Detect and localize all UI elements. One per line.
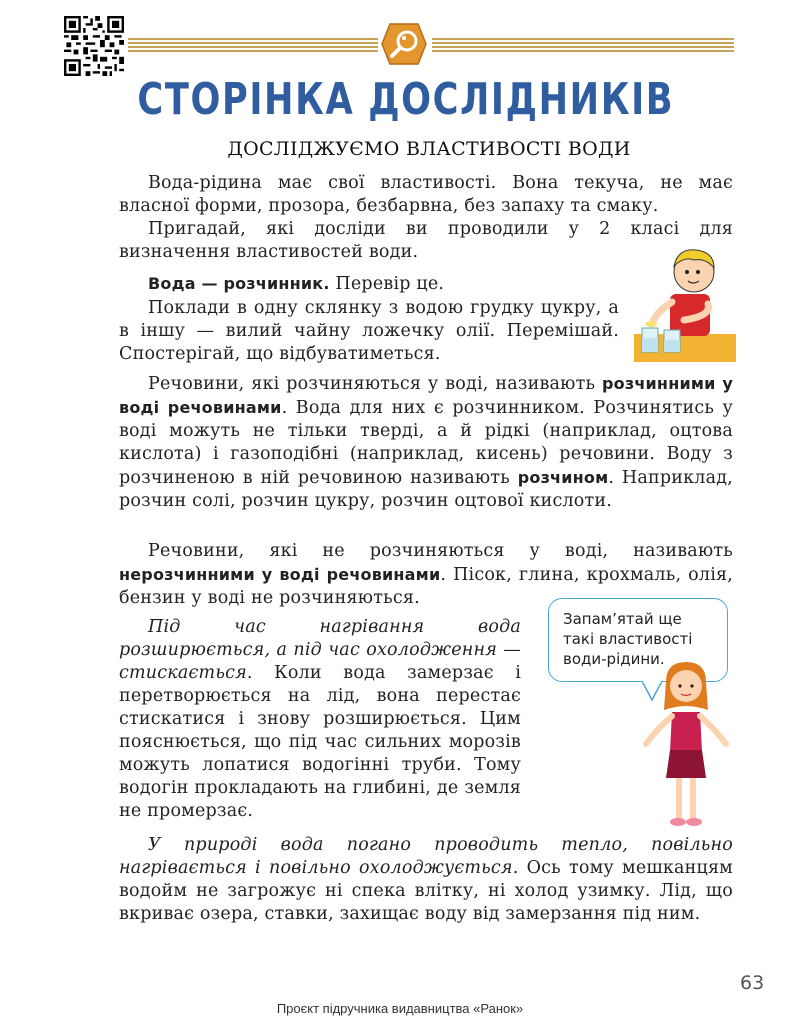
- publisher-footer: Проєкт підручника видавництва «Ранок»: [276, 1001, 524, 1016]
- paragraph-6: Речовини, які не розчиняються у воді, називають нерозчинними у воді речовинами. Пісок, глина, крохмаль, олія, бензин у воді не розчиняються.: [119, 541, 734, 608]
- boy-experiment-illustration: [634, 246, 736, 362]
- page-number: 63: [740, 972, 765, 994]
- qr-code-icon: [64, 16, 124, 76]
- paragraph-4: Поклади в одну склянку з водою грудку цукру, а в іншу — вилий чайну ложечку олії. Перемішай. Спостерігай, що відбуватиметься.: [119, 298, 619, 364]
- page-title: СТОРІНКА ДОСЛІДНИКІВ: [137, 74, 675, 125]
- tip-text: Запам’ятай ще такі властивості води-рідини.: [563, 610, 693, 668]
- page-subtitle: ДОСЛІДЖУЄМО ВЛАСТИВОСТІ ВОДИ: [227, 138, 631, 160]
- paragraph-5: Речовини, які розчиняються у воді, називають розчинними у воді речовинами. Вода для них є розчинником. Розчинятись у воді можуть не тільки тверді, а й рідкі (наприклад, оцтова кислота) і газоподібні (наприклад, кисень) речовини. Воду з розчиненою в ній речовиною називають розчином. Наприклад, розчин солі, розчин цукру, розчин оцтової кислоти.: [119, 374, 733, 511]
- girl-illustration: [636, 660, 736, 830]
- paragraph-7: Під час нагрівання вода розширюється, а під час охолодження — стискається. Коли вода замерзає і перетворюється на лід, вона перестає стискатися і знову розширюється. Цим пояснюється, що під час сильних морозів можуть лопатися водогінні труби. Тому водогін прокладають на глибині, де земля не промерзає.: [119, 617, 521, 821]
- header-band-left: [128, 38, 378, 52]
- paragraph-8: У природі вода погано проводить тепло, повільно нагрівається і повільно охолоджується. Ось тому мешканцям водойм не загрожує ні спека влітку, ні холод узимку. Лід, що вкриває озера, ставки, захищає воду від замерзання під ним.: [119, 835, 733, 924]
- paragraph-3: Вода — розчинник. Перевір це.: [148, 274, 445, 294]
- header-band-right: [432, 38, 734, 52]
- magnifier-icon: [380, 22, 428, 66]
- paragraph-2: Пригадай, які досліди ви проводили у 2 класі для визначення властивостей води.: [119, 219, 733, 262]
- paragraph-1: Вода-рідина має свої властивості. Вона текуча, не має власної форми, прозора, безбарвна, без запаху та смаку.: [119, 173, 733, 216]
